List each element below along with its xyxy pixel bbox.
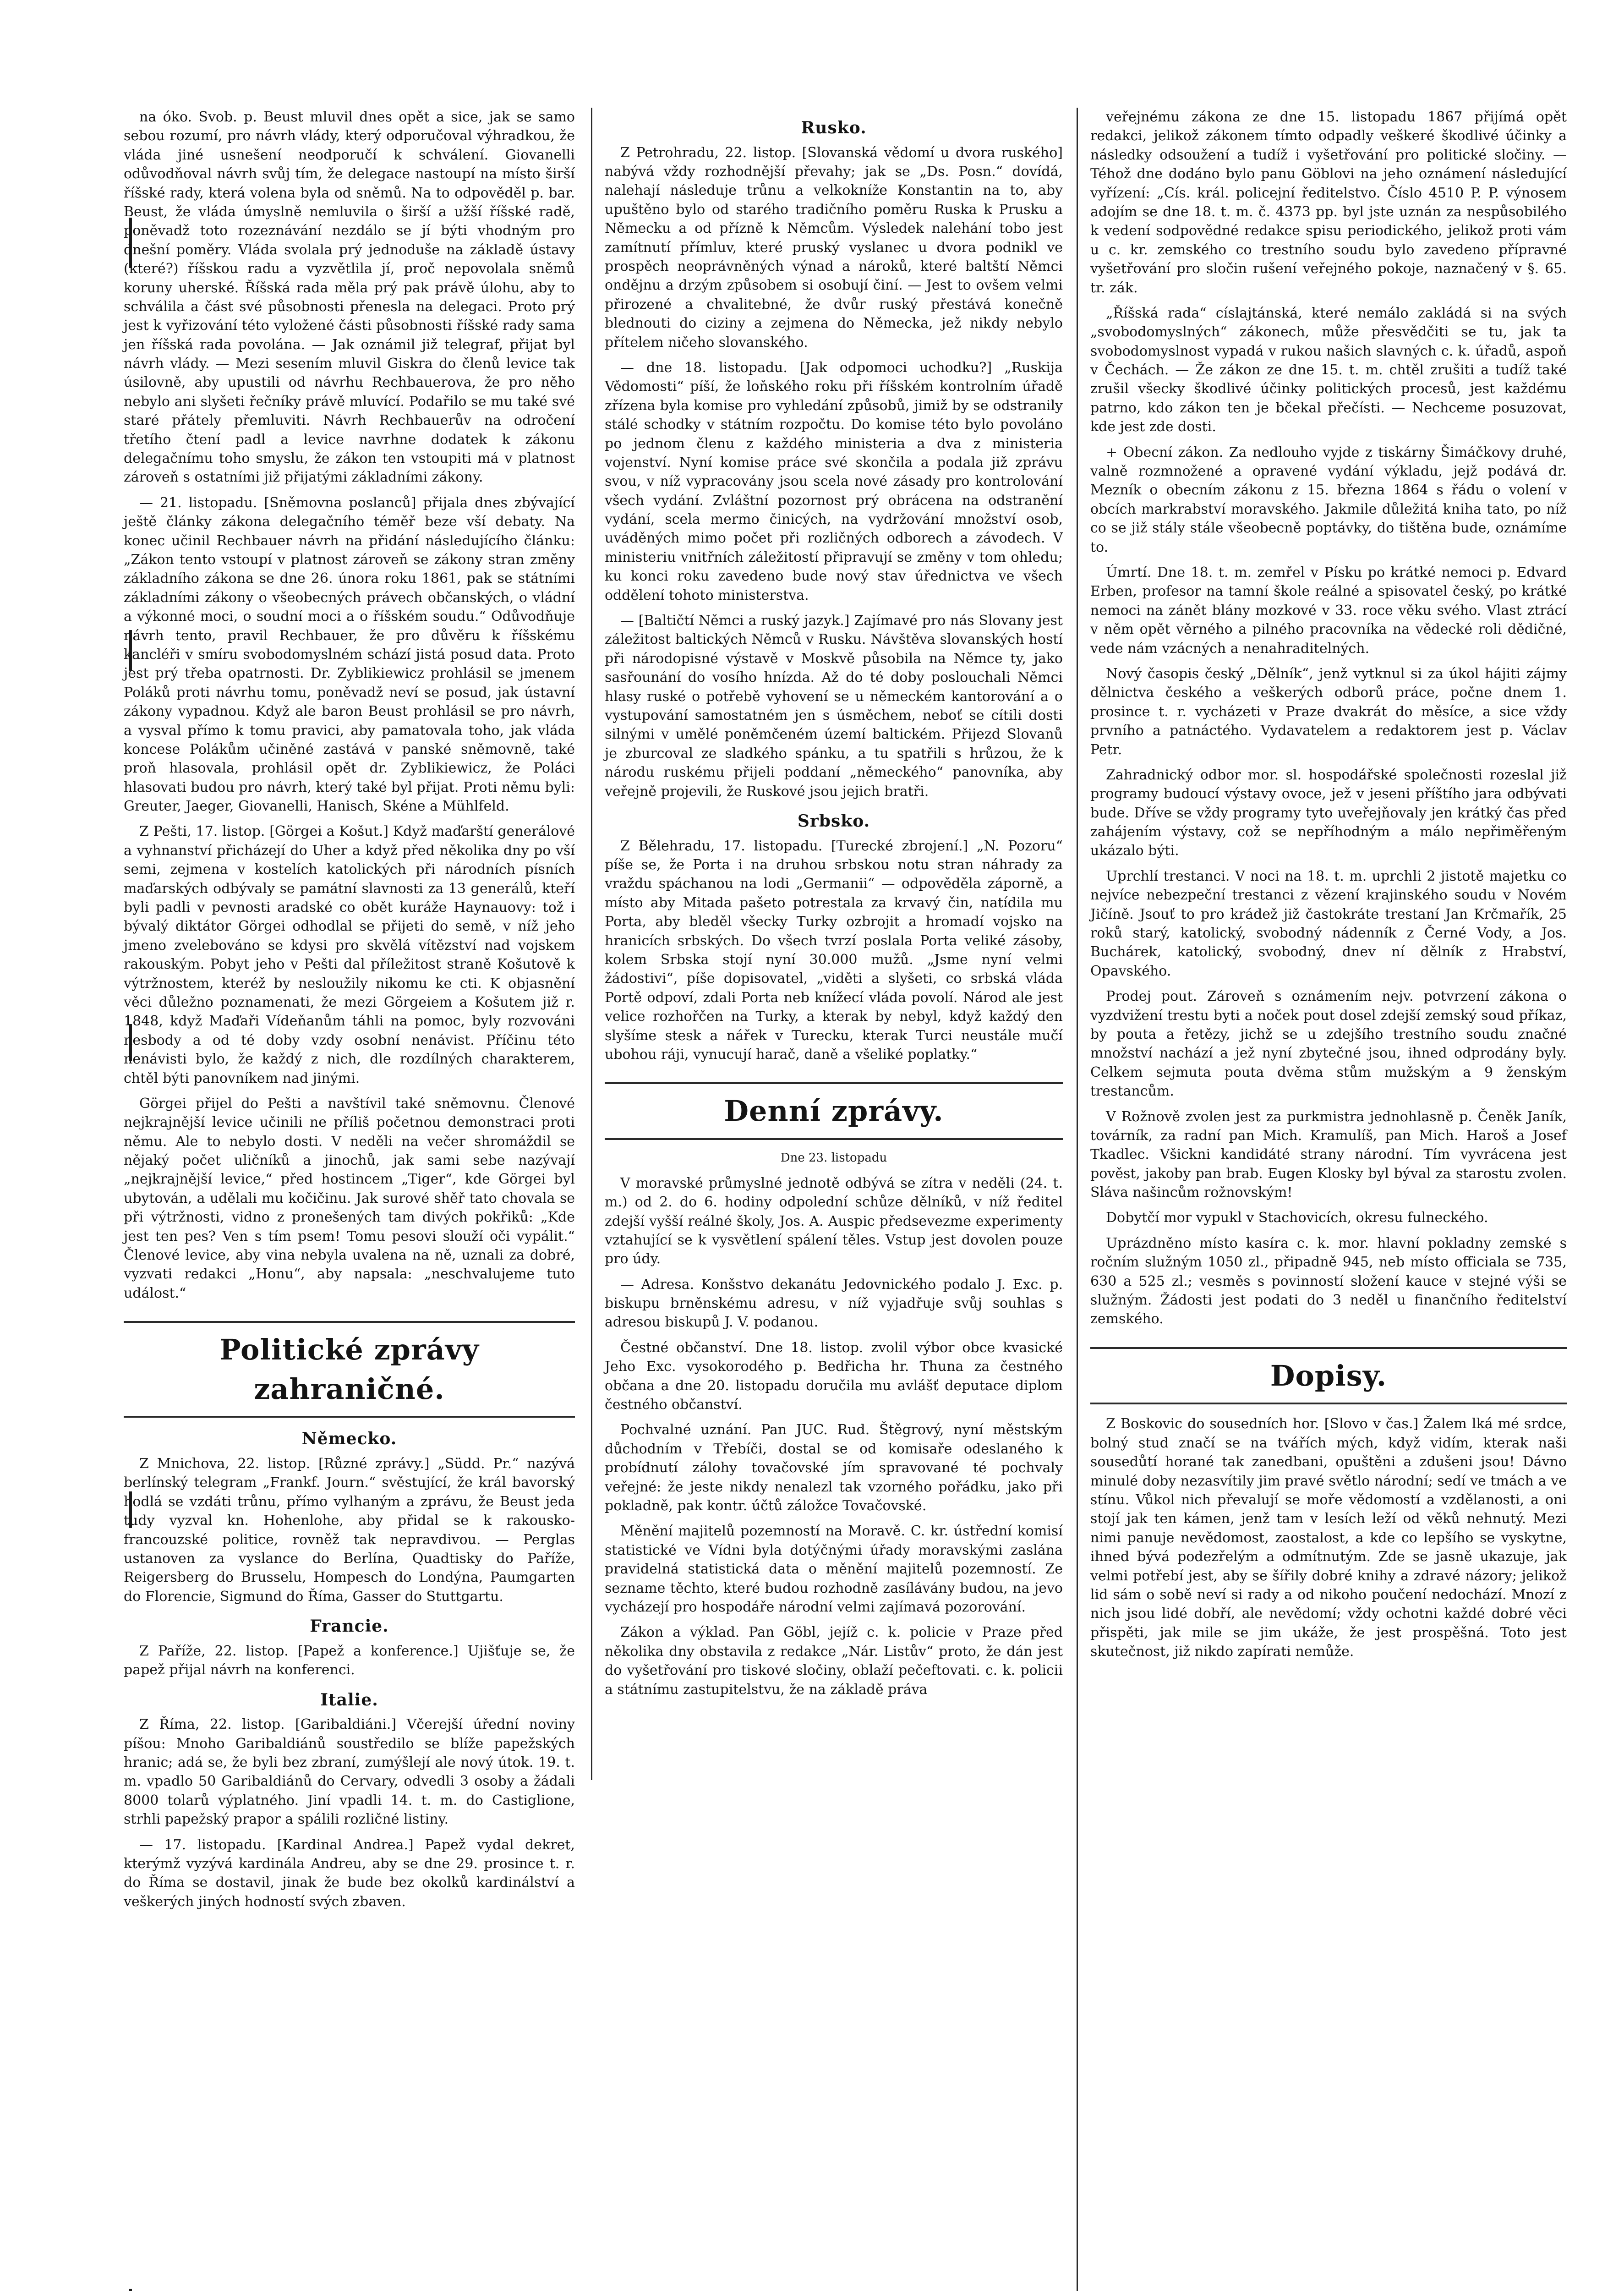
article-paragraph: Z Petrohradu, 22. listop. [Slovanská vědomí u dvora ruského] nabývá vždy rozhodnější převahy; jak se „Ds. Posn.“ dovídá, nalehají následuje trůnu a velkokníže Konstantin na to, aby upuštěno bylo od starého tradičního poměru Ruska k Prusku a Německu a od přízně k Němcům. Výsledek nalehání tobo jest zamítnutí přímluv, které pruský vyslanec u dvora podnikl ve prospěch neoprávněných výnad a nároků, které baltští Němci ondějnu a drzým způsobem si osobují činí. — Jest to ovšem velmi přirozené a chvalitebné, že dvůr ruský přestává konečně blednouti do ciziny a zejmena do Německa, jež nikdy nebylo přítelem ničeho slovanského. — [605, 144, 1063, 351]
article-paragraph: + Obecní zákon. Za nedlouho vyjde z tiskárny Šimáčkovy druhé, valně rozmnožené a opravené vydání výkladu, jejž podává dr. Mezník o obecním zákonu z 15. března 1864 s řádu o volení v obcích markrabství moravského. Jakmile důležitá kniha tato, po níž co se již stály stále všeobecně poptávky, do tištěna bude, oznámíme to. — [1090, 444, 1567, 555]
article-paragraph: Z Boskovic do sousedních hor. [Slovo v čas.] Žalem lká mé srdce, bolný stud značí se na tvářích mých, když vidím, kterak naši sousedůtí horané tak zanedbani, opuštěni a zdušeni jsou! Dávno minulé doby nezasvítily jim pravé světlo národní; sedí ve tmách a ve stínu. Vůkol nich převalují se moře vědomostí a vzdělanosti, a oni stojí jak ten kámen, jenž tam v lesích leží od věků nehnutý. Mezi nimi panuje nevědomost, zaostalost, a kde co lepšího se vyskytne, ihned bývá podezřelým a odmítnutým. Zde se jasně ukazuje, jak velmi potřebí jest, aby se šířily dobré knihy a zdravé názory; jelikož lid sám o sobě neví si rady a od nikoho poučení nedochází. Mnozí z nich jsou lidé dobří, ale nevědomí; vždy ochotni každé dobré věci přispěti, jak mile se jim ukáže, že jest prospěšná. Toto jest skutečnost, již nikdo zapírati nemůže. — [1090, 1416, 1567, 1660]
article-paragraph: Z Pešti, 17. listop. [Görgei a Košut.] Když maďarští generálové a vyhnanství přicházejí do Uher a když před několika dny po vší semi, zejmena v kostelích katolických při národních písních maďarských odbývaly se památní slavnosti za 13 generálů, kteří byli padli v pevnosti aradské co obět kuráže Haynauovy: tož i bývalý diktátor Görgei odhodlal se přijeti do semě, v níž jeho jmeno zvelebováno se kdysi pro skvělá vítězství nad vojskem rakouským. Pobyt jeho v Pešti dal příležitost straně Košutově k výtržnostem, kteréž by nesloužily nikomu ke cti. K objasnění věci důležno poznamenati, že mezi Görgeiem a Košutem již r. 1848, když Maďaři Vídeňanům táhli na pomoc, byly rozvováni nesbody a od té doby vzdy osobní nenávist. Příčinu této nenávisti bylo, že každý z nich, dle rozdílných charakterem, chtěl býti panovníkem nad jinými. — [124, 823, 575, 1086]
article-paragraph: „Říšská rada“ císlajtánská, které nemálo zakládá si na svých „svobodomyslných“ zákonech, může přesvědčiti se tu, jak ta svobodomyslnost vypadá v rukou našich slavných c. k. úřadů, aspoň v Čechách. — Že zákon ze dne 15. t. m. chtěl zrušiti a tudíž také zrušil všecky škodlivé účinky politických procesů, jest každému patrno, kdo zákon ten je bčekal přečísti. — Nechceme posuzovat, kde jest zde dosti. — [1090, 305, 1567, 435]
article-paragraph: Nový časopis český „Dělník“, jenž vytknul si za úkol hájiti zájmy dělnictva českého a veškerých odborů práce, počne dnem 1. prosince t. r. vycházeti v Praze dvakrát do měsíce, a sice vždy prvního a patnáctého. Vydavatelem a redaktorem jest p. Václav Petr. — [1090, 665, 1567, 758]
article-paragraph: Dobytčí mor vypukl v Stachovicích, okresu fulneckého. — [1106, 1210, 1488, 1226]
section-heading-foreign-news: Politické zprávy zahraničné. — [124, 1321, 575, 1418]
article-paragraph: Görgei přijel do Pešti a navštívil také sněmovnu. Členové nejkrajnější levice učinili ne příliš početnou demonstraci proti němu. Ale to nebylo dosti. V neděli na večer shromáždil se nějaký počet uličníků a jinochů, jak sami sebe nazývají „nejkrajnější levice,“ před hostincem „Tiger“, kde Görgei byl ubytován, a udělali mu kočičinu. Jak surové shěř tato chovala se při výtržnosti, vidno z pronešených tam divých pokřiků: „Kde jest ten pes? Ven s tím psem! Tomu pesovi slouží oči vypálit.“ Členové levice, aby vina nebyla uvalena na ně, uznali za dobré, vyzvati redakci „Honu“, aby napsala: „neschvalujeme tuto událost.“ — [124, 1095, 575, 1301]
article-paragraph: Z Mnichova, 22. listop. [Různé zprávy.] „Südd. Pr.“ nazývá berlínský telegram „Frankf. Journ.“ svěstující, že král bavorský hodlá se vzdáti trůnu, přímo vylhaným a zprávu, že Beust jeda tudy vyzval kn. Hohenlohe, aby přidal se k rakousko-francouzské politice, rovněž tak nepravdivou. — Perglas ustanoven za vyslance do Berlína, Quadtisky do Paříže, Reigersberg do Brusselu, Hompesch do Londýna, Paumgarten do Florencie, Sigmund do Říma, Gasser do Stuttgartu. — [124, 1455, 575, 1605]
article-paragraph: — 21. listopadu. [Sněmovna poslanců] přijala dnes zbývající ještě články zákona delegačního téměř beze vší debaty. Na konec učinil Rechbauer návrh na přidání následujícího článku: „Zákon tento vstoupí v platnost zároveň se zákony stran změny základního zákona se dne 26. února roku 1861, pak se státními základními zákony o všeobecných právech občanských, o vládní a výkonné moci, o soudní moci a o říšském soudu.“ Odůvodňuje návrh tento, pravil Rechbauer, že pro důvěru k říšskému kancléři v smíru svobodomyslném schází jistá posud data. Proto jest prý třeba opatrnosti. Dr. Zyblikiewicz prohlásil se jmenem Poláků proti návrhu tomu, poněvadž neví se posud, jak ústavní zákony vypadnou. Když ale baron Beust prohlásil se pro návrh, a vysval přímo k tomu pravici, aby pamatovala toho, jak vláda koncese Polákům učiněné zastává v panské sněmovně, také proň hlasovala, prohlásil opět dr. Zyblikiewicz, že Poláci hlasovati budou pro návrh, který také byl přijat. Proti němu byli: Greuter, Jaeger, Giovanelli, Hanisch, Skéne a Mühlfeld. — [124, 494, 575, 815]
column-2 — [605, 108, 1063, 1705]
article-paragraph: Z Paříže, 22. listop. [Papež a konference.] Ujišťuje se, že papež přijal návrh na konferenci. — [124, 1643, 575, 1678]
article-paragraph: Uprchlí trestanci. V noci na 18. t. m. uprchli 2 jistotě majetku co nejvíce nebezpeční trestanci z vězení krajinského soudu v Novém Jičíně. Jsouť to pro krádež již častokráte trestaní Jan Krčmařík, 25 roků starý, katolický, svobodný nádenník z Černé Vody, a Jos. Buchárek, katolický, svobodný, dnev ní dělník z Hrabství, Opavského. — [1090, 868, 1567, 979]
newspaper-page — [124, 108, 1606, 2291]
article-paragraph: Uprázdněno místo kasíra c. k. mor. hlavní pokladny zemské s ročním služným 1050 zl., připadně 945, neb místo officiala se 735, 630 a 525 zl.; vesměs s povinností složení kauce v stejné výši se služným. Žádosti jest podati do 3 neděl u finančního ředitelství zemského. — [1090, 1235, 1567, 1327]
article-paragraph: Úmrtí. Dne 18. t. m. zemřel v Písku po krátké nemoci p. Edvard Erben, profesor na tamní škole reálné a spisovatel český, po krátké nemoci na zánět blány mozkové v 33. roce věku svého. Vlast ztrácí v něm opět věrného a pilného pracovníka na vědecké roli dědičné, vede nám vzácných a nenahraditelných. — [1090, 564, 1567, 657]
article-paragraph: — dne 18. listopadu. [Jak odpomoci uchodku?] „Ruskija Vědomosti“ píší, že loňského roku při říšském kontrolním úřadě zřízena byla komise pro vyhledání způsobů, jimiž by se odstranily stálé schodky v státním rozpočtu. Do komise této bylo povoláno po jednom členu z každého ministeria a dva z ministeria vojenství. Nyní komise práce své skončila a podala již zprávu svou, v níž vypracovány jsou scela nové zásady pro kontrolování všech vydání. Zvláštní pozornost prý obrácena na odstranění vydání, scela mermo činicých, na vydržování množství osob, uváděných mimo počet při rozličných odborech a závodech. V ministeriu vnitřních záležitostí připravují se změny v tom ohledu; ku konci roku zavedeno bude nový stav úřednictva ve všech oddělení tohoto ministerstva. — [605, 359, 1063, 603]
article-paragraph: na óko. Svob. p. Beust mluvil dnes opět a sice, jak se samo sebou rozumí, pro návrh vlády, který odporučoval výhradkou, že vláda jiné usnešení neodporučí k schválení. Giovanelli odůvodňoval návrh svůj tím, že delegace nastoupí na místo širší říšské rady, která volena byla od sněmů. Na to odpověděl p. bar. Beust, že vláda úmyslně nemluvila o širší a užší říšské radě, poněvadž toto rozeznávání nezdálo se jí býti vhodným pro dnešní poměry. Vláda svolala prý jednoduše na základě ústavy (které?) říšskou radu a vyzvětlila jí, proč nepovolala sněmů koruny uherské. Říšská rada měla prý pak právě úlohu, aby to schválila a část své působnosti přenesla na delegaci. Proto prý jest k vyřizování této vyložené části působnosti říšské rady sama jen říšská rada povolána. — Jak oznámil již telegraf, přijat byl návrh vlády. — Mezi sesením mluvil Giskra do členů levice tak úsilovně, aby upustili od návrhu Rechbauerova, že pro něho nebylo ani slyšeti řečníky právě mluvící. Podařilo se mu také své staré přátely přemluviti. Návrh Rechbauerův na odročení třetího čtení padl a levice navrhne dodatek k zákonu delegačnímu toho smyslu, že zákon ten vstoupiti má v platnost zároveň s ostatními již přijatými základními zákony. — [124, 109, 575, 486]
column-3 — [1090, 108, 1567, 1667]
section-heading-letters: Dopisy. — [1090, 1347, 1567, 1405]
article-paragraph: — Adresa. Konšstvo dekanátu Jedovnického podalo J. Exc. p. biskupu brněnskému adresu, v níž vyjadřuje svůj souhlas s adresou biskupů J. V. podanou. — [605, 1276, 1063, 1331]
article-paragraph: Pochvalné uznání. Pan JUC. Rud. Štěgrový, nyní městským důchodním v Třebíči, dostal se od komisaře odeslaného k probídnutí zálohy tovačovské jím spravované té pochvaly veřejné: že jeste nikdy nenalezl tak vzorného pořádku, jako při pokladně, pak kontr. účtů záložce Tovačovské. — [605, 1422, 1063, 1514]
article-paragraph: Z Říma, 22. listop. [Garibaldiáni.] Včerejší úřední noviny píšou: Mnoho Garibaldiánů soustředilo se blíže papežských hranic; adá se, že byli bez zbraní, zumýšlejí ale nový útok. 19. t. m. vpadlo 50 Garibaldiánů do Cervary, odvedli 3 osoby a žádali 8000 tolarů výplatného. Jiní vpadli 14. t. m. do Castiglione, strhli papežský prapor a spálili rozličné listiny. — [124, 1716, 575, 1828]
country-heading-germany: Německo. — [301, 1429, 397, 1449]
article-paragraph: Prodej pout. Zároveň s oznámením nejv. potvrzení zákona o vyzdvižení trestu byti a noček pout dosel zdejší zemský soud příkaz, by pouta a řetězy, jichž se u zdejšího trestního soudu značné množství nachází a jež nyní zbytečné jsou, ihned odprodány byly. Celkem sejmuta pouta dvěma stům mužským a 9 ženským trestancům. — [1090, 988, 1567, 1100]
article-paragraph: Z Bělehradu, 17. listopadu. [Turecké zbrojení.] „N. Pozoru“ píše se, že Porta i na druhou srbskou notu stran náhrady za vraždu spáchanou na lodi „Germanii“ — odpověděla záporně, a místo aby Mitada pašeto potrestala za krvavý čin, natídila mu Porta, aby bleděl všecky Turky ozbrojit a hromadí vojsko na hranicích srbských. Do všech tvrzí poslala Porta veliké zásoby, kolem Srbska stojí nyní 30.000 mužů. „Jsme nyní velmi žádostivi“, píše dopisovatel, „viděti a slyšeti, co srbská vláda Portě odpoví, zdali Porta neb knížecí vláda povolí. Národ ale jest velice rozhořčen na Turky, a kterak by nebyl, když každý den slyšíme stesk a nářek v Turecku, kterak Turci neustále mučí ubohou ráji, vynucují harač, daně a všeliké poplatky.“ — [605, 838, 1063, 1063]
section-heading-daily-news: Denní zprávy. — [605, 1082, 1063, 1140]
country-heading-russia: Rusko. — [801, 118, 867, 137]
article-paragraph: — 17. listopadu. [Kardinal Andrea.] Papež vydal dekret, kterýmž vyzývá kardinála Andreu, aby se dne 29. prosince t. r. do Říma se dostavil, jinak že bude bez okolků kardinálství a veškerých jiných hodností svých zbaven. — [124, 1836, 575, 1910]
article-paragraph: veřejnému zákona ze dne 15. listopadu 1867 přijímá opět redakci, jelikož zákonem tímto odpadly veškeré škodlivé účinky a následky odsoužení a tudíž i vyšetřování pro politické sločiny. — Téhož dne dodáno bylo panu Göblovi na jeho oznámení následující vyřízení: „Cís. král. policejní ředitelstvo. Číslo 4510 P. P. výnosem adojím se dne 18. t. m. č. 4373 pp. byl jste uznán za nespůsobilého k vedení sodpovědné redakce spisu periodického, jelikož proti vám u c. kr. zemského co trestního soudu bylo zavedeno přípravné vyšetřování pro sločin rušení veřejného pokoje, naznačený v §. 65. tr. zák. — [1090, 109, 1567, 296]
country-heading-italy: Italie. — [320, 1690, 378, 1710]
article-paragraph: Čestné občanství. Dne 18. listop. zvolil výbor obce kvasické Jeho Exc. vysokorodého p. Bedřicha hr. Thuna za čestného občana a dne 20. listopadu doručila mu avlášť deputace diplom čestného občanství. — [605, 1339, 1063, 1413]
article-paragraph: Zahradnický odbor mor. sl. hospodářské společnosti rozeslal již programy budoucí výstavy ovoce, jež v jeseni příštího jara odbývati bude. Dříve se vždy programy tyto uveřejňovaly jen krátký čas před zahájením výstavy, což se nepříhodným a málo nepřiměřeným ukázalo býti. — [1090, 767, 1567, 859]
column-rule — [1077, 108, 1078, 2291]
daily-news-date: Dne 23. listopadu — [780, 1151, 887, 1165]
article-paragraph: Zákon a výklad. Pan Göbl, jejíž c. k. policie v Praze před několika dny obstavila z redakce „Nár. Listův“ proto, že dán jest do vyšetřování pro tiskové sločiny, oblaží pečeftovati. c. k. policii a státnímu zastupitelstvu, že na základě práva — [605, 1624, 1063, 1698]
article-paragraph: — [Baltičtí Němci a ruský jazyk.] Zajímavé pro nás Slovany jest záležitost baltických Němců v Rusku. Návštěva slovanských hostí při národopisné výstavě v Moskvě působila na Němce ty, jako sasřounání do vosího hnízda. Až do té doby poslouchali Němci hlasy ruské o potřebě vyhovení se u německém kantorování a o vystupování samostatném jen s úsměchem, neboť se cítili dosti silnými v umělé poněmčeném území baltickém. Přijezd Slovanů je zburcoval ze sladkého spánku, a tu spatřili s hrůzou, že k národu ruskému přijeli poddaní „německého“ panovníka, aby veřejně projevili, že Ruskové jsou jejich bratři. — [605, 613, 1063, 800]
scan-edge-mark — [129, 2289, 132, 2291]
country-heading-france: Francie. — [310, 1617, 389, 1636]
article-paragraph: V moravské průmyslné jednotě odbývá se zítra v neděli (24. t. m.) od 2. do 6. hodiny odpolední schůze dělníků, v níž ředitel zdejší vyšší reálné školy, Jos. A. Auspic předsevezme experimenty vztahující se k vysvětlení spálení těles. Vstup jest dovolen pouze pro údy. — [605, 1175, 1063, 1267]
article-paragraph: V Rožnově zvolen jest za purkmistra jednohlasně p. Čeněk Janík, továrník, za radní pan Mich. Kramulíš, pan Mich. Haroš a Josef Tkadlec. Všickni kandidáté strany národní. Tím vyvrácena jest pověst, jakoby pan brab. Eugen Klosky byl býval za starostu zvolen. Sláva našincům rožnovským! — [1090, 1108, 1567, 1201]
country-heading-serbia: Srbsko. — [797, 811, 870, 831]
column-rule — [591, 108, 592, 1780]
column-1 — [124, 108, 575, 1918]
article-paragraph: Měnění majitelů pozemností na Moravě. C. kr. ústřední komisí statistické ve Vídni byla dotýčnými úřady moravskými zaslána pravidelná statistická data o měnění majitelů pozemností. Ze sezname těchto, které budou rozhodně zasílávány budou, na jevo vycházejí pro hospodáře národní velmi zajímavá pozorování. — [605, 1523, 1063, 1615]
